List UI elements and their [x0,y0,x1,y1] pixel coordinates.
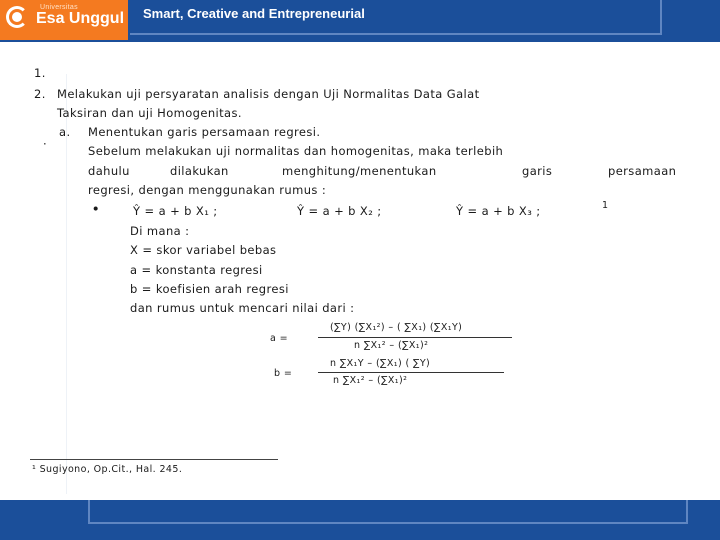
formula-a-numerator: (∑Y) (∑X₁²) – ( ∑X₁) (∑X₁Y) [330,322,463,333]
formula-a-denominator: n ∑X₁² – (∑X₁)² [354,340,429,351]
footer-bar [0,500,720,540]
footnote-separator [30,459,278,460]
formula-b-numerator: n ∑X₁Y – (∑X₁) ( ∑Y) [330,358,431,369]
paragraph-line-3: regresi, dengan menggunakan rumus : [88,183,327,197]
item-2-line-1: Melakukan uji persyaratan analisis dengan Uji Normalitas Data Galat [57,87,480,101]
footer-divider-horizontal [88,522,688,524]
header-divider-horizontal [130,33,662,35]
formula-intro: dan rumus untuk mencari nilai dari : [130,301,355,315]
formula-b-denominator: n ∑X₁² – (∑X₁)² [333,375,408,386]
item-2-line-2: Taksiran dan uji Homogenitas. [57,106,242,120]
formula-b-fraction-line [318,372,504,373]
formula-a-label: a = [270,333,289,344]
logo-name: Esa Unggul [36,10,125,27]
sub-a-label: a. [59,125,71,139]
logo-dot-icon [12,12,22,22]
definition-x: X = skor variabel bebas [130,243,277,257]
regression-equation-1: Ŷ = a + b X₁ ; [133,204,218,218]
regression-equation-3: Ŷ = a + b X₃ ; [456,204,541,218]
stray-mark: · [43,137,48,151]
bullet-icon: • [92,202,100,216]
definition-b: b = koefisien arah regresi [130,282,289,296]
dimana-label: Di mana : [130,224,190,238]
logo-small-text: Universitas [40,4,78,11]
university-logo[interactable] [0,0,128,40]
paragraph-word: dilakukan [170,164,229,178]
regression-equation-2: Ŷ = a + b X₂ ; [297,204,382,218]
paragraph-word: garis [522,164,553,178]
paragraph-line-1: Sebelum melakukan uji normalitas dan homogenitas, maka terlebih [88,144,504,158]
header-divider-vertical [660,0,662,34]
paragraph-word: menghitung/menentukan [282,164,437,178]
document-page [0,44,720,500]
formula-a-fraction-line [318,337,512,338]
footnote-ref: 1 [602,200,609,211]
definition-a: a = konstanta regresi [130,263,263,277]
footer-divider-right [686,500,688,524]
footnote-text: ¹ Sugiyono, Op.Cit., Hal. 245. [32,464,183,475]
paragraph-word: persamaan [608,164,677,178]
footer-divider-left [88,500,90,524]
tagline: Smart, Creative and Entrepreneurial [143,6,365,21]
sub-a-title: Menentukan garis persamaan regresi. [88,125,321,139]
header-bar [0,0,720,42]
formula-b-label: b = [274,368,293,379]
item-2-number: 2. [34,87,46,101]
item-1-number: 1. [34,66,46,80]
paragraph-word: dahulu [88,164,130,178]
